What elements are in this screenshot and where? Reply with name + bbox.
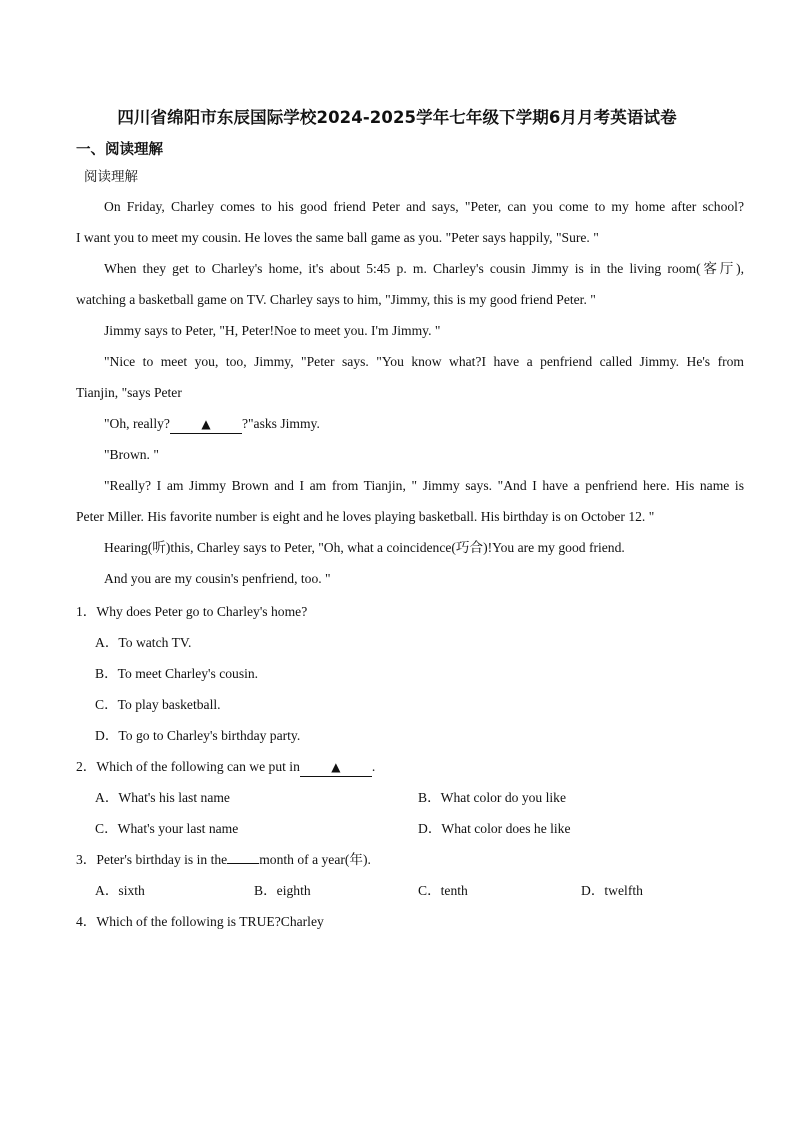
option-b[interactable]: B．What color do you like (418, 790, 566, 805)
passage-line: Tianjin, "says Peter (76, 385, 182, 400)
question-text: . (371, 759, 376, 774)
question-list (76, 598, 756, 939)
option-row (76, 784, 756, 815)
passage-text: ?"asks Jimmy. (241, 416, 320, 431)
passage-text: "Oh, really? (104, 416, 170, 431)
passage-line: Hearing(听)this, Charley says to Peter, "Oh, what a coincidence(巧合)!You are my good friend. (104, 540, 625, 555)
triangle-marker-icon: ▲ (331, 760, 341, 774)
option-c[interactable]: C．To play basketball. (95, 697, 221, 712)
passage-line: When they get to Charley's home, it's about 5:45 p. m. Charley's cousin Jimmy is in the living room(客厅), (104, 261, 744, 276)
question-stem (76, 846, 756, 877)
section-heading: 一、阅读理解 (76, 142, 163, 158)
passage-line: "Brown. " (104, 447, 159, 462)
option-c[interactable]: C．tenth (418, 883, 468, 898)
question-stem: 4．Which of the following is TRUE?Charley (76, 914, 324, 929)
question-text: 2．Which of the following can we put in (76, 759, 300, 774)
question-stem (76, 753, 756, 784)
passage-line: watching a basketball game on TV. Charley says to him, "Jimmy, this is my good friend Peter. " (76, 292, 596, 307)
option-d[interactable]: D．To go to Charley's birthday party. (95, 728, 301, 743)
reading-passage (76, 193, 744, 596)
option-d[interactable]: D．twelfth (581, 883, 643, 898)
answer-blank (300, 758, 372, 777)
answer-blank (170, 415, 242, 434)
passage-line: Peter Miller. His favorite number is eight and he loves playing basketball. His birthday is on October 12. " (76, 509, 655, 524)
option-a[interactable]: A．What's his last name (95, 790, 230, 805)
passage-line: On Friday, Charley comes to his good friend Peter and says, "Peter, can you come to my home after school? (104, 199, 744, 214)
question-text: 3．Peter's birthday is in the (76, 852, 228, 867)
answer-blank (227, 849, 259, 864)
option-row (76, 877, 756, 908)
question-stem: 1．Why does Peter go to Charley's home? (76, 604, 308, 619)
passage-line (76, 410, 744, 441)
subsection-heading: 阅读理解 (84, 169, 138, 185)
passage-line: And you are my cousin's penfriend, too. " (104, 571, 331, 586)
option-b[interactable]: B．eighth (254, 883, 311, 898)
option-a[interactable]: A．To watch TV. (95, 635, 192, 650)
option-c[interactable]: C．What's your last name (95, 821, 239, 836)
passage-line: "Really? I am Jimmy Brown and I am from Tianjin, " Jimmy says. "And I have a penfriend here. His name is (104, 478, 744, 493)
option-row (76, 815, 756, 846)
option-b[interactable]: B．To meet Charley's cousin. (95, 666, 259, 681)
question-text: month of a year(年). (259, 852, 371, 867)
passage-line: "Nice to meet you, too, Jimmy, "Peter says. "You know what?I have a penfriend called Jimmy. He's from (104, 354, 744, 369)
option-d[interactable]: D．What color does he like (418, 821, 571, 836)
passage-line: Jimmy says to Peter, "H, Peter!Noe to meet you. I'm Jimmy. " (104, 323, 441, 338)
passage-line: I want you to meet my cousin. He loves the same ball game as you. "Peter says happily, "Sure. " (76, 230, 599, 245)
page-title: 四川省绵阳市东辰国际学校2024-2025学年七年级下学期6月月考英语试卷 (117, 108, 677, 127)
triangle-marker-icon: ▲ (201, 417, 211, 431)
option-a[interactable]: A．sixth (95, 883, 145, 898)
